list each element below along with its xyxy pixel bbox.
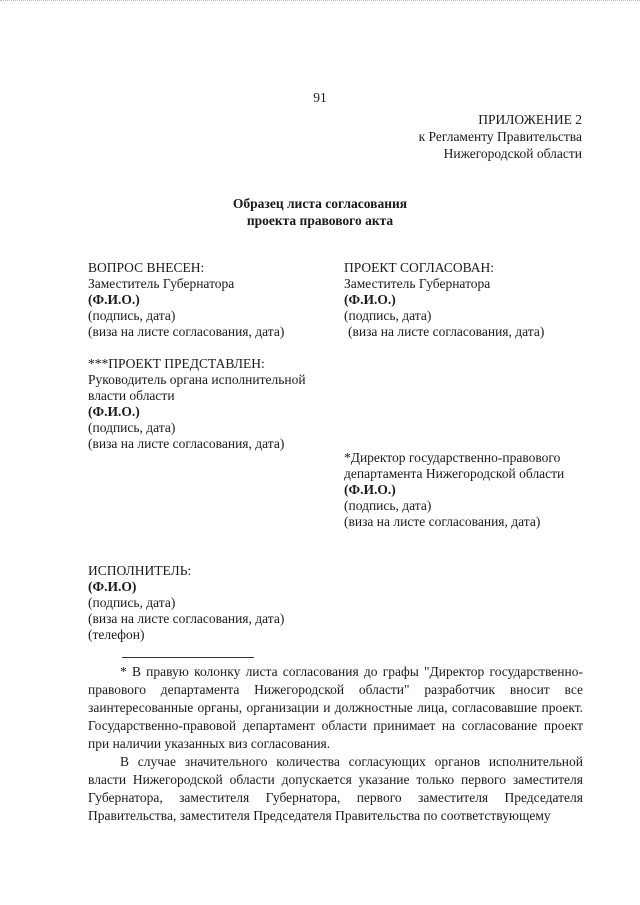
footnote-paragraph-1: * В правую колонку листа согласования до графы "Директор государственно-правового департамента Нижегородской области" разработчик вносит все заинтересованные органы, организации и должностные лица, согласовавшие проект. Государственно-правовой департамент области принимает на согласование проект при наличии указанных виз согласования. <box>88 664 583 751</box>
block-heading: ВОПРОС ВНЕСЕН: <box>88 260 205 275</box>
fio: (Ф.И.О) <box>88 579 137 594</box>
signature-date: (подпись, дата) <box>344 308 432 323</box>
signature-date: (подпись, дата) <box>88 420 176 435</box>
signature-date: (подпись, дата) <box>344 498 432 513</box>
title-line-2: проекта правового акта <box>246 213 394 228</box>
visa-date: (виза на листе согласования, дата) <box>88 436 285 451</box>
appendix-line-2: к Регламенту Правительства <box>418 129 582 144</box>
position-line-2: департамента Нижегородской области <box>344 466 565 481</box>
signature-date: (подпись, дата) <box>88 308 176 323</box>
visa-date: (виза на листе согласования, дата) <box>344 514 541 529</box>
page-number: 91 <box>313 90 327 105</box>
block-heading: ***ПРОЕКТ ПРЕДСТАВЛЕН: <box>88 356 265 371</box>
position-line-2: власти области <box>88 388 175 403</box>
block-heading: ПРОЕКТ СОГЛАСОВАН: <box>344 260 494 275</box>
fio: (Ф.И.О.) <box>88 404 140 419</box>
visa-date: (виза на листе согласования, дата) <box>348 324 545 339</box>
visa-date: (виза на листе согласования, дата) <box>88 324 285 339</box>
phone: (телефон) <box>88 627 145 642</box>
position-line-1: *Директор государственно-правового <box>344 450 561 465</box>
position: Заместитель Губернатора <box>88 276 235 291</box>
footnote-separator <box>122 657 254 658</box>
block-heading: ИСПОЛНИТЕЛЬ: <box>88 563 192 578</box>
scan-edge <box>0 0 640 2</box>
fio: (Ф.И.О.) <box>344 292 396 307</box>
appendix-line-1: ПРИЛОЖЕНИЕ 2 <box>478 112 582 127</box>
title-line-1: Образец листа согласования <box>232 196 408 211</box>
footnote <box>88 663 583 825</box>
position-line-1: Руководитель органа исполнительной <box>88 372 306 387</box>
footnote-paragraph-2: В случае значительного количества согласующих органов исполнительной власти Нижегородской области допускается указание только первого заместителя Губернатора, заместителя Губернатора, первого заместителя Председателя Правительства, заместителя Председателя Правительства по соответствующему <box>88 754 583 823</box>
signature-date: (подпись, дата) <box>88 595 176 610</box>
fio: (Ф.И.О.) <box>88 292 140 307</box>
fio: (Ф.И.О.) <box>344 482 396 497</box>
visa-date: (виза на листе согласования, дата) <box>88 611 285 626</box>
position: Заместитель Губернатора <box>344 276 491 291</box>
appendix-line-3: Нижегородской области <box>443 146 582 161</box>
